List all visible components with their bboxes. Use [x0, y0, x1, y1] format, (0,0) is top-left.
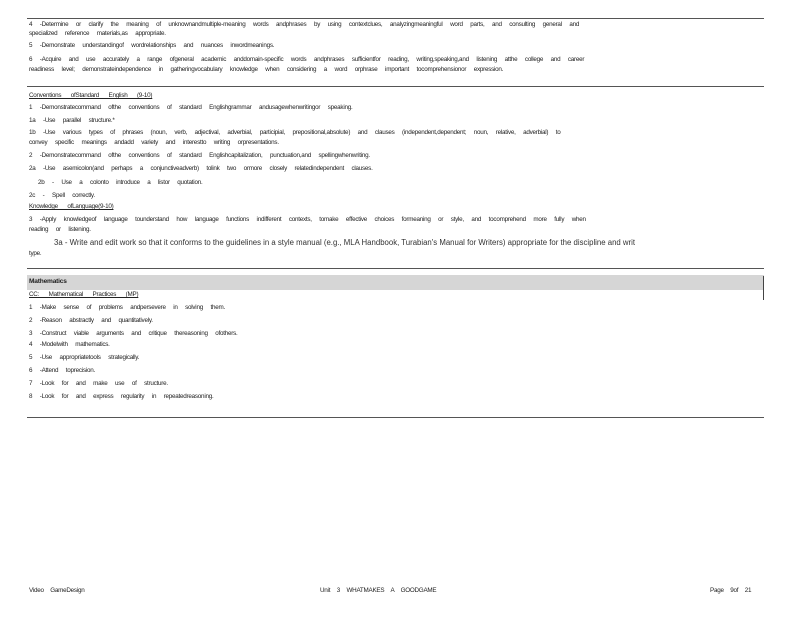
- practice-item: 7 -Look for and make use of structure.: [29, 380, 168, 387]
- practice-item: 1 -Make sense of problems andpersevere in solving them.: [29, 304, 225, 311]
- standard-line: 2c - Spell correctly.: [29, 192, 95, 199]
- standard-line: 2b - Use a colonto introduce a listor quotation.: [38, 179, 203, 186]
- practice-item: 5 -Use appropriatetools strategically.: [29, 354, 140, 361]
- standard-line: 2 -Demonstratecommand ofthe conventions of standard Englishcapitalization, punctuation,and spellingwhenwriting.: [29, 152, 370, 159]
- practice-item: 3 -Construct viable arguments and critique thereasoning ofothers.: [29, 330, 238, 337]
- standard-line: 4 -Determine or clarify the meaning of unknownandmultiple-meaning words andphrases by using contextclues, analyzingmeaningful word parts, and consulting general and: [29, 21, 580, 28]
- standard-3a-continued: type.: [29, 250, 42, 257]
- standard-line: 5 -Demonstrate understandingof wordrelationships and nuances inwordmeanings.: [29, 42, 275, 49]
- standard-line: reading or listening.: [29, 226, 91, 233]
- footer-page-number: Page 9of 21: [710, 587, 752, 594]
- footer-unit: Unit 3 WHATMAKES A GOODGAME: [320, 587, 437, 594]
- conventions-heading: Conventions ofStandard English (9-10): [29, 92, 153, 99]
- standard-line: convey specific meanings andadd variety and interestto writing orpresentations.: [29, 139, 279, 146]
- practice-item: 4 -Modelwith mathematics.: [29, 341, 110, 348]
- standard-line: 2a -Use asemicolon(and perhaps a conjunctiveadverb) tolink two ormore closely relatedindependent clauses.: [29, 165, 373, 172]
- practice-item: 6 -Attend toprecision.: [29, 367, 96, 374]
- section-rule: [27, 268, 764, 269]
- standard-line: specialized reference materials,as appropriate.: [29, 30, 166, 37]
- standard-line: 3 -Apply knowledgeof language tounderstand how language functions indifferent contexts, tomake effective choices formeaning or style, and tocomprehend more fully when: [29, 216, 586, 223]
- standard-3a: 3a - Write and edit work so that it conforms to the guidelines in a style manual (e.g., MLA Handbook, Turabian's Manual for Writers) appropriate for the discipline and writ: [54, 238, 636, 247]
- knowledge-heading: Knowledge ofLanguage(9-10): [29, 203, 114, 210]
- mathematics-section-title: Mathematics: [29, 278, 67, 285]
- section-rule: [27, 86, 764, 87]
- top-rule: [27, 18, 764, 19]
- standard-line: readiness level; demonstrateindependence in gatheringvocabulary knowledge when considering a word orphrase important tocomprehensionor expression.: [29, 66, 504, 73]
- standard-line: 6 -Acquire and use accurately a range ofgeneral academic anddomain-specific words andphrases sufficientfor reading, writing,speaking,and listening atthe college and career: [29, 56, 585, 63]
- standard-line: 1b -Use various types of phrases (noun, verb, adjectival, adverbial, participial, prepositional,absolute) and clauses (independent,dependent; noun, relative, adverbial) to: [29, 129, 561, 136]
- practice-item: 2 -Reason abstractly and quantitatively.: [29, 317, 153, 324]
- section-rule: [27, 417, 764, 418]
- practice-item: 8 -Look for and express regularity in repeatedreasoning.: [29, 393, 214, 400]
- mathematics-section-band: [27, 275, 764, 290]
- standard-line: 1a -Use parallel structure.*: [29, 117, 115, 124]
- footer-course: Video GameDesign: [29, 587, 85, 594]
- standard-line: 1 -Demonstratecommand ofthe conventions of standard Englishgrammar andusagewhenwritingor speaking.: [29, 104, 353, 111]
- practices-heading: CC: Mathematical Practices (MP): [29, 291, 139, 298]
